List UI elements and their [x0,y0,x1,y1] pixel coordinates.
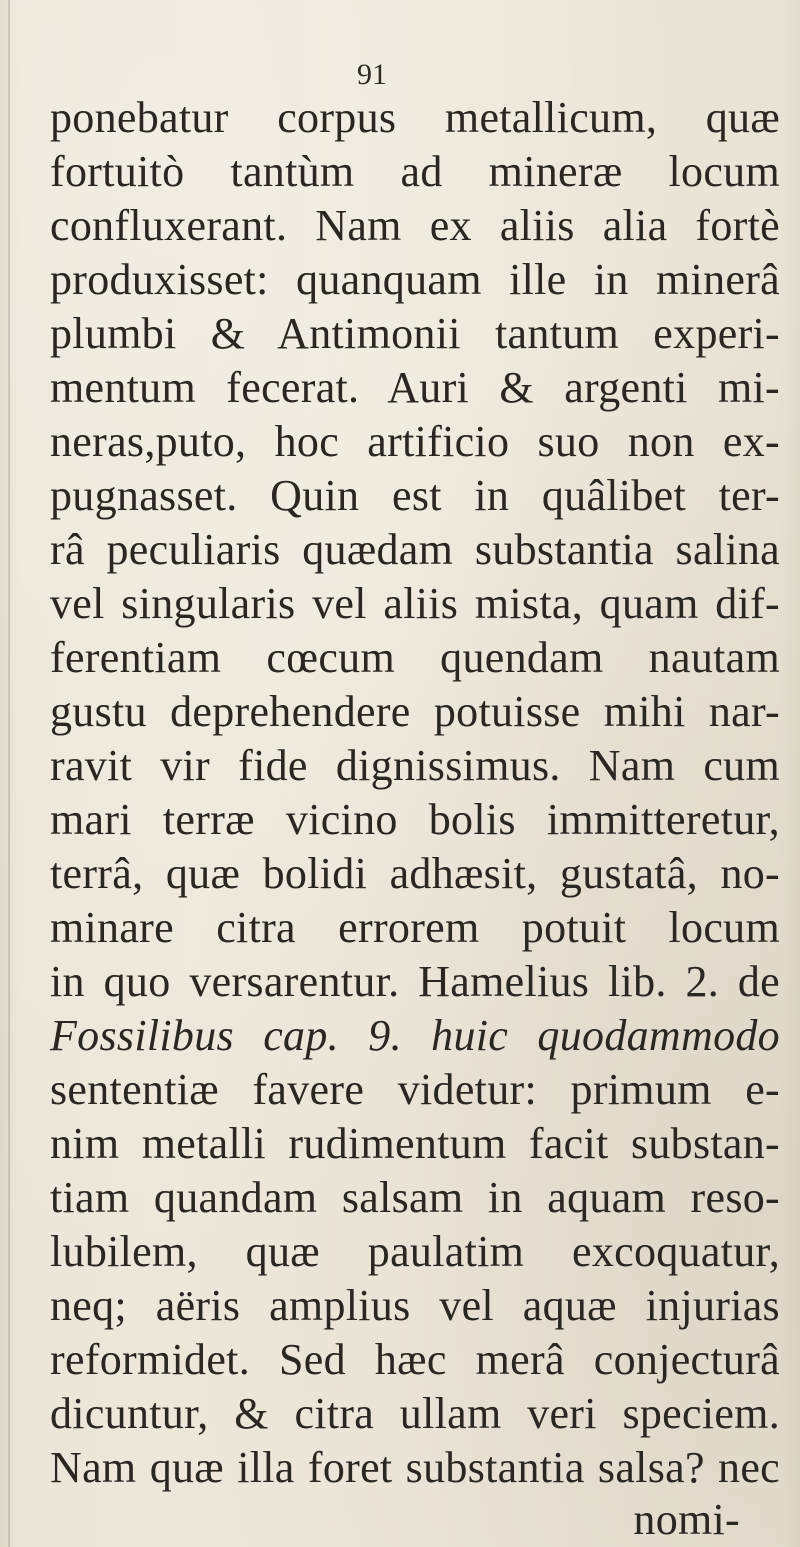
page-number: 91 [357,58,387,91]
text-line: Nam quæ illa foret substantia salsa? nec [50,1443,780,1492]
text-line: produxisset: quanquam ille in minerâ [50,255,780,304]
catchword: nomi- [633,1495,740,1544]
text-line: mari terræ vicino bolis immitteretur, [50,795,780,844]
text-line: sententiæ favere videtur: primum e- [50,1065,780,1114]
text-line: dicuntur, & citra ullam veri speciem. [50,1389,780,1438]
text-line: râ peculiaris quædam substantia salina [50,525,780,574]
text-line: terrâ, quæ bolidi adhæsit, gustatâ, no- [50,849,780,898]
text-line: ravit vir fide dignissimus. Nam cum [50,741,780,790]
text-line: fortuitò tantùm ad mineræ locum [50,147,780,196]
text-line: ponebatur corpus metallicum, quæ [50,93,780,142]
text-line: minare citra errorem potuit locum [50,903,780,952]
text-line: gustu deprehendere potuisse mihi nar- [50,687,780,736]
text-line: ferentiam cœcum quendam nautam [50,633,780,682]
text-line: tiam quandam salsam in aquam reso- [50,1173,780,1222]
text-line: mentum fecerat. Auri & argenti mi- [50,363,780,412]
text-line: Fossilibus cap. 9. huic quodammodo [50,1011,780,1060]
text-line: plumbi & Antimonii tantum experi- [50,309,780,358]
text-line: vel singularis vel aliis mista, quam dif- [50,579,780,628]
text-line: confluxerant. Nam ex aliis alia fortè [50,201,780,250]
text-line: reformidet. Sed hæc merâ conjecturâ [50,1335,780,1384]
text-line: neras,puto, hoc artificio suo non ex- [50,417,780,466]
text-line: nim metalli rudimentum facit substan- [50,1119,780,1168]
text-line: neq; aëris amplius vel aquæ injurias [50,1281,780,1330]
text-line: in quo versarentur. Hamelius lib. 2. de [50,957,780,1006]
text-line: lubilem, quæ paulatim excoquatur, [50,1227,780,1276]
text-line: pugnasset. Quin est in quâlibet ter- [50,471,780,520]
